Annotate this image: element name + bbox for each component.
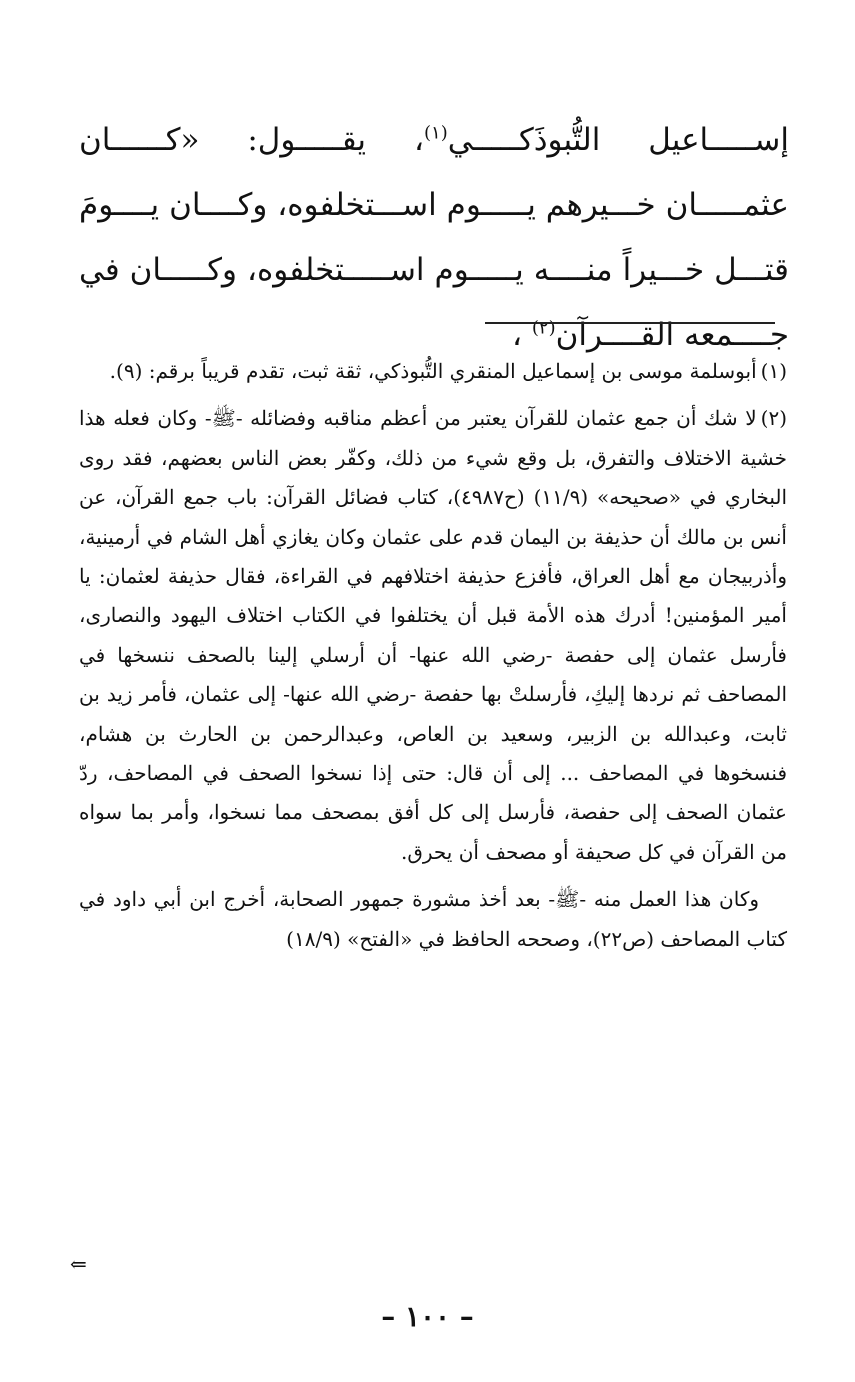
continuation-arrow-icon: ⇐ — [70, 1252, 87, 1276]
page-number: – ١٠٠ – — [381, 1300, 474, 1333]
footnote-separator — [485, 322, 775, 324]
footnote-ref-2[interactable]: (٢) — [531, 317, 556, 339]
footnote-1-number: (١) — [760, 359, 787, 383]
footnote-2-text: لا شك أن جمع عثمان للقرآن يعتبر من أعظم مناقبه وفضائله -ﷺ- وكان فعله هذا خشية الاختلاف والتفرق، بل وقع شيء من ذلك، وكفّر بعض الناس بعضهم، فقد روى البخاري في «صحيحه» (١١/٩) (ح٤٩٨٧)، كتاب فضائل القرآن: باب جمع القرآن، عن أنس بن مالك أن حذيفة بن اليمان قدم على عثمان وكان يغازي أهل الشام في أرمينية، وأذربيجان مع أهل العراق، فأفزع حذيفة اختلافهم في القراءة، فقال حذيفة لعثمان: يا أمير المؤمنين! أدرك هذه الأمة قبل أن يختلفوا في الكتاب اختلاف اليهود والنصارى، فأرسل عثمان إلى حفصة -رضي الله عنها- أن أرسلي إلينا بالصحف ننسخها في المصاحف ثم نردها إليكِ، فأرسلتْ بها حفصة -رضي الله عنها- إلى عثمان، فأمر زيد بن ثابت، وعبدالله بن الزبير، وسعيد بن العاص، وعبدالرحمن بن الحارث بن هشام، فنسخوها في المصاحف ... إلى أن قال: حتى إذا نسخوا الصحف في المصاحف، ردّ عثمان الصحف إلى حفصة، فأرسل إلى كل أفق بمصحف مما نسخوا، وأمر بما سواه من القرآن في كل صحيفة أو مصحف أن يحرق. — [79, 406, 788, 864]
main-text-tail: ، — [511, 317, 522, 353]
main-paragraph — [79, 108, 789, 368]
footnotes — [79, 352, 787, 959]
footnote-2 — [79, 399, 787, 872]
footnote-1-text: أبوسلمة موسى بن إسماعيل المنقري التُّبوذكي، ثقة ثبت، تقدم قريباً برقم: (٩). — [109, 359, 757, 383]
footnote-2-number: (٢) — [760, 406, 787, 431]
footnote-2-continuation: وكان هذا العمل منه -ﷺ- بعد أخذ مشورة جمهور الصحابة، أخرج ابن أبي داود في كتاب المصاحف (ص٢٢)، وصححه الحافظ في «الفتح» (١٨/٩) — [79, 887, 787, 951]
footnote-1 — [79, 352, 787, 391]
footnote-ref-1[interactable]: (١) — [423, 122, 448, 144]
main-text — [79, 108, 789, 368]
main-text-part-2: ، يقـــــول: «كــــــان عثمـــــان خـــيرهم يـــــوم اســـتخلفوه، وكــــان يــــومَ قتـــل خـــيراً منــــه يـــــوم اســـــتخلفوه، وكـــــان في جــــمعه القــــرآن — [79, 122, 789, 353]
main-text-part-1: إســـــاعيل التُّبوذَكـــــي — [447, 122, 790, 158]
